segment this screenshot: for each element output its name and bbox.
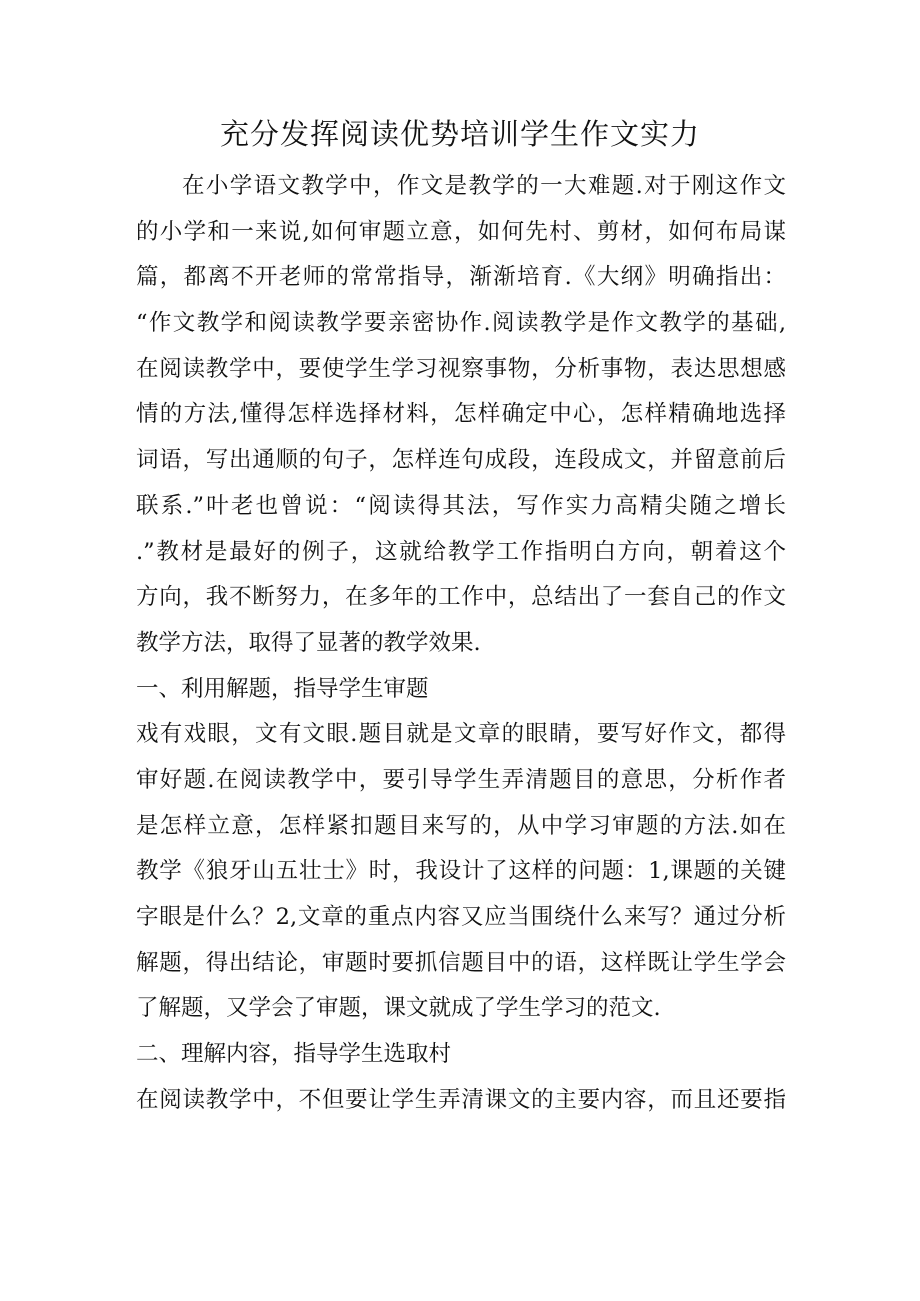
paragraph-line: “作文教学和阅读教学要亲密协作.阅读教学是作文教学的基础,	[136, 310, 786, 337]
paragraph-line: 篇，都离不开老师的常常指导，渐渐培育.《大纲》明确指出：	[136, 264, 786, 291]
paragraph-line: 是怎样立意，怎样紧扣题目来写的，从中学习审题的方法.如在	[136, 812, 786, 839]
paragraph-line: 情的方法,懂得怎样选择材料，怎样确定中心，怎样精确地选择	[136, 401, 786, 428]
paragraph-line: .”教材是最好的例子，这就给教学工作指明白方向，朝着这个	[136, 538, 786, 565]
paragraph-line: 审好题.在阅读教学中，要引导学生弄清题目的意思，分析作者	[136, 766, 786, 793]
document-body	[136, 164, 786, 1123]
section-heading: 二、理解内容，指导学生选取村	[136, 1041, 452, 1068]
document-title: 充分发挥阅读优势培训学生作文实力	[219, 117, 700, 151]
paragraph-line: 解题，得出结论，审题时要抓信题目中的语，这样既让学生学会	[136, 949, 786, 976]
paragraph-line: 了解题，又学会了审题，课文就成了学生学习的范文.	[136, 995, 661, 1022]
paragraph-line: 联系.”叶老也曾说：“阅读得其法，写作实力高精尖随之增长	[136, 492, 786, 519]
paragraph-line: 戏有戏眼，文有文眼.题目就是文章的眼睛，要写好作文，都得	[136, 721, 786, 748]
section-heading: 一、利用解题，指导学生审题	[136, 675, 429, 702]
paragraph-line: 词语，写出通顺的句子，怎样连句成段，连段成文，并留意前后	[136, 447, 786, 474]
paragraph-line: 教学方法，取得了显著的教学效果.	[136, 629, 481, 656]
paragraph-line: 字眼是什么？2,文章的重点内容又应当围绕什么来写？通过分析	[136, 904, 786, 930]
paragraph-line: 教学《狼牙山五壮士》时，我设计了这样的问题：1,课题的关键	[136, 858, 786, 885]
paragraph-line: 在阅读教学中，不但要让学生弄清课文的主要内容，而且还要指	[136, 1086, 786, 1113]
paragraph-line: 在小学语文教学中，作文是教学的一大难题.对于刚这作文	[182, 173, 786, 199]
paragraph-line: 的小学和一来说,如何审题立意，如何先村、剪材，如何布局谋	[136, 218, 786, 245]
paragraph-line: 在阅读教学中，要使学生学习视察事物，分析事物，表达思想感	[136, 355, 786, 382]
paragraph-line: 方向，我不断努力，在多年的工作中，总结出了一套自己的作文	[136, 584, 786, 611]
